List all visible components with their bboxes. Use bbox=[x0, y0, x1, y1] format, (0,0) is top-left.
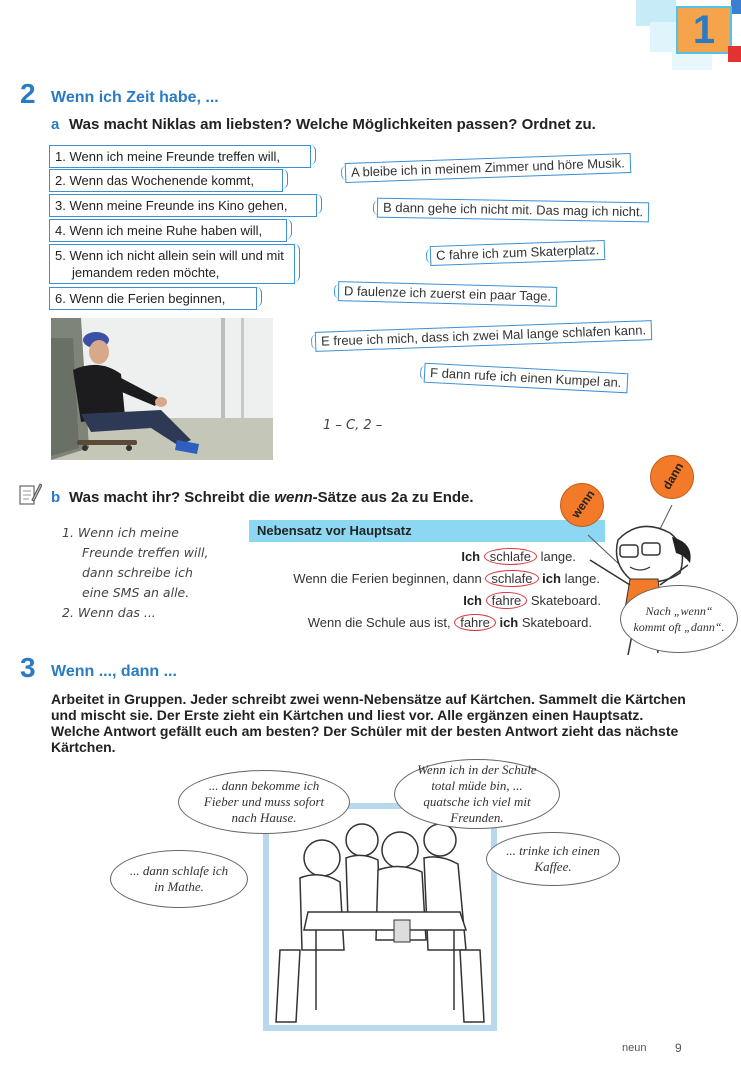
brace-icon bbox=[294, 244, 300, 282]
note-bubble: Nach „wenn“ kommt oft „dann“. bbox=[620, 585, 738, 653]
section-2-title: Wenn ich Zeit habe, ... bbox=[51, 89, 219, 106]
speech-bubble-1: ... dann bekomme ich Fieber und muss sofort nach Hause. bbox=[178, 770, 350, 834]
chapter-decoration bbox=[731, 0, 741, 14]
answer-start[interactable]: 1 – C, 2 – bbox=[323, 418, 383, 433]
grammar-row: Wenn die Schule aus ist, fahre ich Skateboard. bbox=[307, 615, 592, 630]
brace-icon bbox=[256, 287, 262, 307]
right-item-d[interactable]: D faulenze ich zuerst ein paar Tage. bbox=[338, 281, 558, 307]
grammar-row: Ich fahre Skateboard. bbox=[463, 593, 601, 608]
right-item-c[interactable]: C fahre ich zum Skaterplatz. bbox=[430, 240, 606, 266]
task-a-instruction: Was macht Niklas am liebsten? Welche Möglichkeiten passen? Ordnet zu. bbox=[69, 116, 596, 133]
balloon-wenn: wenn bbox=[560, 483, 604, 527]
speech-bubble-4: ... trinke ich einen Kaffee. bbox=[486, 832, 620, 886]
page-word: neun bbox=[622, 1042, 647, 1054]
left-item-2[interactable]: 2. Wenn das Wochenende kommt, bbox=[49, 169, 283, 192]
left-item-1[interactable]: 1. Wenn ich meine Freunde treffen will, bbox=[49, 145, 311, 168]
speech-bubble-3: ... dann schlafe ich in Mathe. bbox=[110, 850, 248, 908]
page-number: 9 bbox=[675, 1041, 682, 1055]
handwritten-sample[interactable]: 1. Wenn ich meine Freunde treffen will, dann schreibe ich eine SMS an alle. 2. Wenn das ... bbox=[62, 525, 209, 620]
chapter-decoration bbox=[728, 46, 741, 62]
section-3-number: 3 bbox=[20, 652, 36, 683]
brace-icon bbox=[282, 169, 288, 189]
right-item-e[interactable]: E freue ich mich, dass ich zwei Mal lange schlafen kann. bbox=[315, 320, 653, 352]
right-item-f[interactable]: F dann rufe ich einen Kumpel an. bbox=[424, 363, 628, 394]
right-item-a[interactable]: A bleibe ich in meinem Zimmer und höre Musik. bbox=[345, 153, 631, 183]
left-item-6[interactable]: 6. Wenn die Ferien beginnen, bbox=[49, 287, 257, 310]
left-item-4[interactable]: 4. Wenn ich meine Ruhe haben will, bbox=[49, 219, 287, 242]
left-item-5[interactable]: 5. Wenn ich nicht allein sein will und mit jemandem reden möchte, bbox=[49, 244, 295, 284]
brace-icon bbox=[310, 145, 316, 165]
brace-icon bbox=[316, 194, 322, 214]
section-3-title: Wenn ..., dann ... bbox=[51, 663, 177, 680]
balloon-dann: dann bbox=[650, 455, 694, 499]
pencil-notebook-icon bbox=[18, 480, 42, 511]
task-b-letter: b bbox=[51, 489, 61, 506]
speech-bubble-2: Wenn ich in der Schule total müde bin, ... quatsche ich viel mit Freunden. bbox=[394, 759, 560, 829]
section-3-paragraph: Arbeitet in Gruppen. Jeder schreibt zwei wenn-Nebensätze auf Kärtchen. Sammelt die Kärtchen und mischt sie. Der Erste zieht ein Kärtchen und liest vor. Alle ergänzen einen Hauptsatz. Welche Antwort gefällt euch am besten? Der Schüler mit der besten Antwort zieht das nächste Kärtchen. bbox=[51, 691, 686, 755]
brace-icon bbox=[286, 219, 292, 239]
left-item-3[interactable]: 3. Wenn meine Freunde ins Kino gehen, bbox=[49, 194, 317, 217]
photo-boy-skateboard bbox=[51, 318, 273, 460]
students-group-illustration bbox=[260, 800, 500, 1037]
section-2-number: 2 bbox=[20, 78, 36, 109]
grammar-table-header: Nebensatz vor Hauptsatz bbox=[249, 520, 605, 542]
grammar-row: Wenn die Ferien beginnen, dann schlafe ich lange. bbox=[293, 571, 600, 586]
chapter-number: 1 bbox=[676, 6, 732, 54]
grammar-row: Ich schlafe lange. bbox=[461, 549, 576, 564]
right-item-b[interactable]: B dann gehe ich nicht mit. Das mag ich nicht. bbox=[377, 198, 649, 223]
task-b-instruction: Was macht ihr? Schreibt die wenn-Sätze aus 2a zu Ende. bbox=[69, 489, 474, 506]
task-a-letter: a bbox=[51, 116, 60, 133]
